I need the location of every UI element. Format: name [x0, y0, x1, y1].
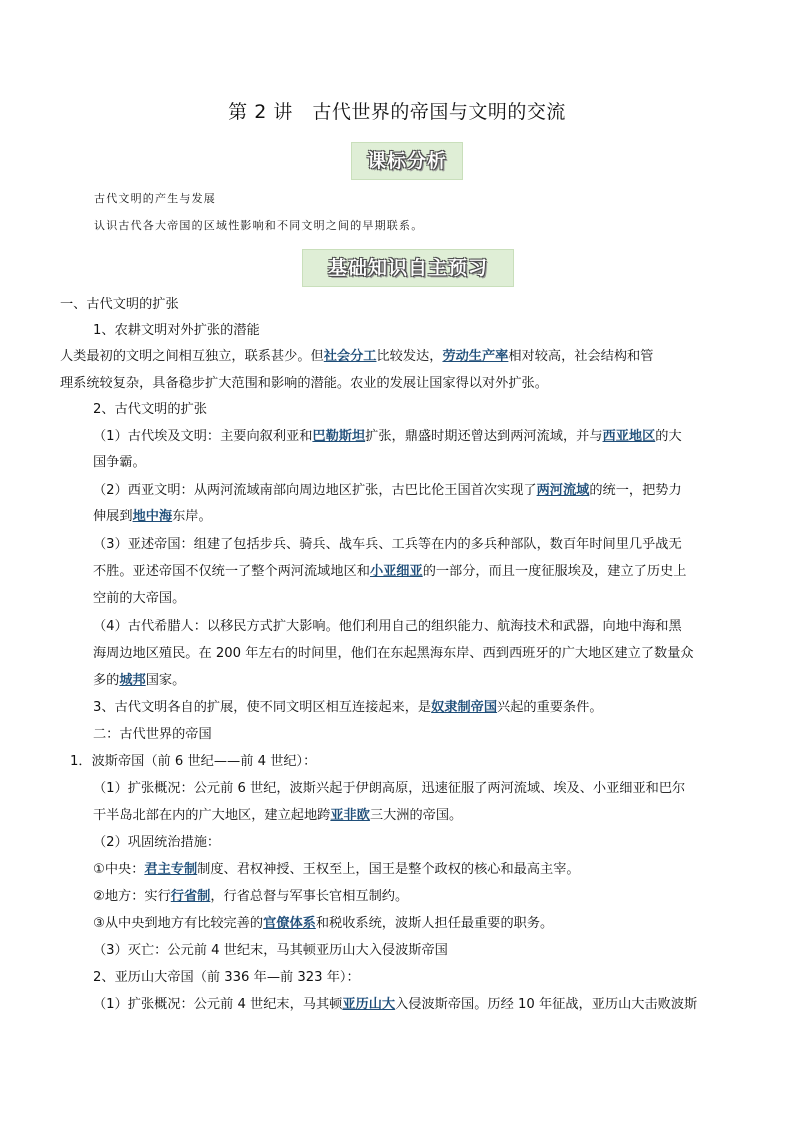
text-line: [93, 587, 185, 606]
page-title: 第 2 讲 古代世界的帝国与文明的交流: [228, 101, 566, 123]
text-segment: 多的: [93, 673, 120, 688]
text-line: [60, 372, 548, 391]
text-line: [93, 642, 694, 661]
text-segment: 扩张，鼎盛时期还曾达到两河流域，并与: [365, 429, 603, 444]
curriculum-line: 认识古代各大帝国的区域性影响和不同文明之间的早期联系。: [94, 219, 424, 232]
text-line: [93, 804, 462, 823]
text-line: [93, 398, 207, 417]
text-segment: 三大洲的帝国。: [369, 808, 463, 823]
text-line: [60, 293, 179, 312]
text-segment: 国家。: [145, 673, 186, 688]
text-segment: 空前的大帝国。: [93, 591, 186, 606]
text-segment: 相对较高，社会结构和管: [508, 349, 654, 364]
text-segment: ，行省总督与军事长官相互制约。: [210, 889, 409, 904]
text-segment: 1、农耕文明对外扩张的潜能: [93, 323, 260, 338]
keyword: 官僚体系: [263, 916, 316, 931]
text-segment: 人类最初的文明之间相互独立，联系甚少。但: [60, 349, 324, 364]
text-segment: 1．波斯帝国（前 6 世纪——前 4 世纪）：: [70, 754, 317, 769]
text-segment: 制度、君权神授、王权至上，国王是整个政权的核心和最高主宰。: [197, 862, 580, 877]
text-segment: （3）灭亡：公元前 4 世纪末，马其顿亚历山大入侵波斯帝国: [93, 943, 448, 958]
keyword: 君主专制: [144, 862, 198, 877]
text-line: [70, 750, 316, 769]
text-segment: 入侵波斯帝国。历经 10 年征战，亚历山大击败波斯: [395, 997, 698, 1012]
text-segment: 3、古代文明各自的扩展，使不同文明区相互连接起来，是: [93, 700, 432, 715]
curriculum-line: 古代文明的产生与发展: [94, 192, 216, 205]
keyword: 两河流域: [536, 483, 590, 498]
keyword: 奴隶制帝国: [431, 700, 498, 715]
keyword: 西亚地区: [602, 429, 656, 444]
keyword: 城邦: [119, 673, 146, 688]
text-line: [93, 966, 360, 985]
text-segment: （1）古代埃及文明：主要向叙利亚和: [93, 429, 313, 444]
keyword: 亚非欧: [330, 808, 370, 823]
keyword: 亚历山大: [342, 997, 396, 1012]
text-segment: 2、古代文明的扩张: [93, 402, 207, 417]
text-line: [93, 831, 220, 850]
text-segment: 一、古代文明的扩张: [60, 297, 179, 312]
keyword: 巴勒斯坦: [312, 429, 366, 444]
keyword: 地中海: [132, 509, 173, 524]
text-line: [93, 993, 697, 1012]
text-line: [93, 319, 260, 338]
text-segment: 海周边地区殖民。在 200 年左右的时间里，他们在东起黑海东岸、西到西班牙的广大地区建立了数量众: [93, 646, 694, 661]
text-line: [93, 696, 603, 715]
text-segment: 的统一，把势力: [589, 483, 682, 498]
text-segment: 干半岛北部在内的广大地区，建立起地跨: [93, 808, 331, 823]
text-line: [93, 939, 448, 958]
text-segment: 不胜。亚述帝国不仅统一了整个两河流域地区和: [93, 564, 370, 579]
curriculum-analysis-banner: 课标分析: [351, 142, 463, 180]
text-line: [93, 505, 212, 524]
text-segment: ①中央：: [93, 862, 145, 877]
text-line: [93, 425, 682, 444]
text-segment: （2）西亚文明：从两河流域南部向周边地区扩张，古巴比伦王国首次实现了: [93, 483, 537, 498]
text-line: [93, 451, 146, 470]
text-line: [93, 858, 580, 877]
keyword: 社会分工: [323, 349, 377, 364]
text-segment: 2、亚历山大帝国（前 336 年—前 323 年）：: [93, 970, 360, 985]
text-segment: ②地方：实行: [93, 889, 171, 904]
text-segment: 伸展到: [93, 509, 133, 524]
preview-banner: 基础知识自主预习: [302, 249, 514, 287]
text-segment: （1）扩张概况：公元前 4 世纪末，马其顿: [93, 997, 343, 1012]
text-segment: 和税收系统，波斯人担任最重要的职务。: [315, 916, 554, 931]
text-segment: （1）扩张概况：公元前 6 世纪，波斯兴起于伊朗高原，迅速征服了两河流域、埃及、小亚细亚和巴尔: [93, 781, 686, 796]
text-segment: ③从中央到地方有比较完善的: [93, 916, 264, 931]
keyword: 劳动生产率: [442, 349, 509, 364]
keyword: 行省制: [170, 889, 211, 904]
text-line: [93, 885, 408, 904]
text-line: [93, 669, 185, 688]
text-segment: 兴起的重要条件。: [497, 700, 603, 715]
text-line: [93, 479, 682, 498]
text-line: [93, 560, 686, 579]
text-segment: （2）巩固统治措施：: [93, 835, 221, 850]
text-segment: 的大: [655, 429, 682, 444]
text-line: [93, 615, 682, 634]
text-line: [93, 723, 212, 742]
text-segment: （4）古代希腊人：以移民方式扩大影响。他们利用自己的组织能力、航海技术和武器，向地中海和黑: [93, 619, 682, 634]
text-line: [60, 345, 653, 364]
text-segment: 东岸。: [172, 509, 212, 524]
text-segment: 理系统较复杂，具备稳步扩大范围和影响的潜能。农业的发展让国家得以对外扩张。: [60, 376, 548, 391]
text-segment: 比较发达，: [376, 349, 443, 364]
text-segment: 二：古代世界的帝国: [93, 727, 212, 742]
text-segment: （3）亚述帝国：组建了包括步兵、骑兵、战车兵、工兵等在内的多兵种部队，数百年时间里几乎战无: [93, 537, 682, 552]
text-segment: 国争霸。: [93, 455, 146, 470]
text-segment: 的一部分，而且一度征服埃及，建立了历史上: [422, 564, 687, 579]
text-line: [93, 912, 553, 931]
text-line: [93, 533, 682, 552]
text-line: [93, 777, 685, 796]
keyword: 小亚细亚: [369, 564, 423, 579]
